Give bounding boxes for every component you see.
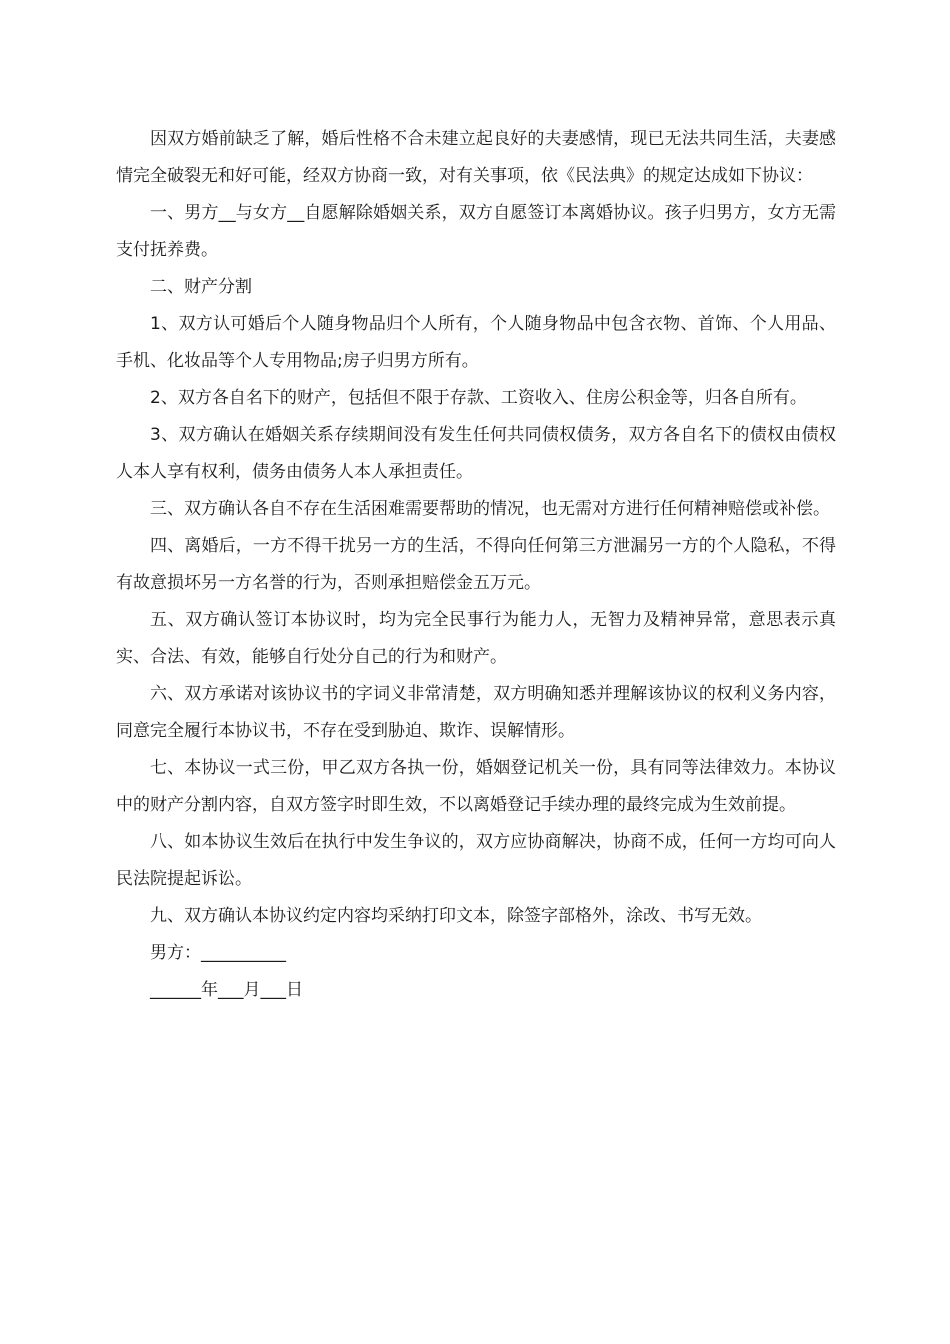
signature-line: 男方：__________ bbox=[150, 943, 286, 963]
clause-1-paragraph: 一、男方__与女方__自愿解除婚姻关系，双方自愿签订本离婚协议。孩子归男方，女方无需支付抚养费。 bbox=[116, 203, 836, 260]
clause-2-item-2: 2、双方各自名下的财产，包括但不限于存款、工资收入、住房公积金等，归各自所有。 bbox=[150, 388, 807, 408]
clause-2-heading: 二、财产分割 bbox=[150, 277, 252, 297]
clause-4-paragraph: 四、离婚后，一方不得干扰另一方的生活，不得向任何第三方泄漏另一方的个人隐私，不得有故意损坏另一方名誉的行为，否则承担赔偿金五万元。 bbox=[116, 536, 836, 593]
clause-6-paragraph: 六、双方承诺对该协议书的字词义非常清楚，双方明确知悉并理解该协议的权利义务内容，同意完全履行本协议书，不存在受到胁迫、欺诈、误解情形。 bbox=[116, 684, 836, 741]
intro-paragraph: 因双方婚前缺乏了解，婚后性格不合未建立起良好的夫妻感情，现已无法共同生活，夫妻感情完全破裂无和好可能，经双方协商一致，对有关事项，依《民法典》的规定达成如下协议： bbox=[116, 129, 836, 186]
clause-9-paragraph: 九、双方确认本协议约定内容均采纳打印文本，除签字部格外，涂改、书写无效。 bbox=[150, 906, 762, 926]
clause-8-paragraph: 八、如本协议生效后在执行中发生争议的，双方应协商解决，协商不成，任何一方均可向人民法院提起诉讼。 bbox=[116, 832, 836, 889]
clause-2-item-1: 1、双方认可婚后个人随身物品归个人所有，个人随身物品中包含衣物、首饰、个人用品、手机、化妆品等个人专用物品;房子归男方所有。 bbox=[116, 314, 836, 371]
clause-5-paragraph: 五、双方确认签订本协议时，均为完全民事行为能力人，无智力及精神异常，意思表示真实、合法、有效，能够自行处分自己的行为和财产。 bbox=[116, 610, 836, 667]
date-line: ______年___月___日 bbox=[150, 980, 303, 1000]
clause-3-paragraph: 三、双方确认各自不存在生活困难需要帮助的情况，也无需对方进行任何精神赔偿或补偿。 bbox=[150, 499, 830, 519]
document-body bbox=[116, 121, 836, 1009]
clause-7-paragraph: 七、本协议一式三份，甲乙双方各执一份，婚姻登记机关一份，具有同等法律效力。本协议中的财产分割内容，自双方签字时即生效，不以离婚登记手续办理的最终完成为生效前提。 bbox=[116, 758, 836, 815]
clause-2-item-3: 3、双方确认在婚姻关系存续期间没有发生任何共同债权债务，双方各自名下的债权由债权人本人享有权利，债务由债务人本人承担责任。 bbox=[116, 425, 836, 482]
